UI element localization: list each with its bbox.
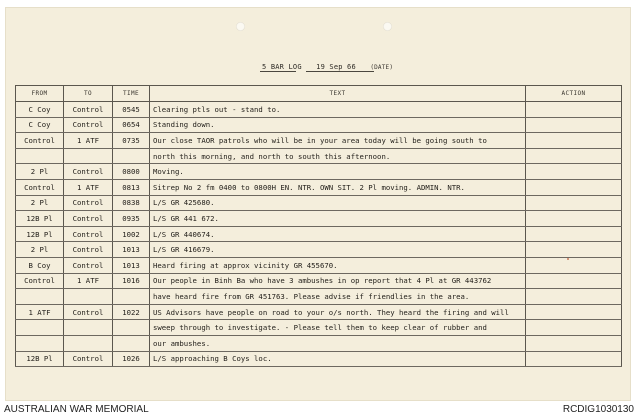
cell-to: Control [64, 226, 113, 242]
cell-from [16, 335, 64, 351]
cell-from: Control [16, 179, 64, 195]
cell-text: Sitrep No 2 fm 0400 to 0800H EN. NTR. OWN SIT. 2 Pl moving. ADMIN. NTR. [150, 179, 526, 195]
cell-text: L/S GR 425680. [150, 195, 526, 211]
cell-to [64, 335, 113, 351]
cell-action [526, 133, 622, 149]
cell-time [113, 335, 150, 351]
cell-text: US Advisors have people on road to your o/s north. They heard the firing and will [150, 304, 526, 320]
footer-credit: AUSTRALIAN WAR MEMORIAL [4, 404, 149, 415]
punch-hole [383, 22, 392, 31]
cell-to: Control [64, 102, 113, 118]
cell-time: 0935 [113, 211, 150, 227]
cell-from: 2 Pl [16, 242, 64, 258]
cell-to: Control [64, 211, 113, 227]
cell-from: C Coy [16, 102, 64, 118]
cell-from: 12B Pl [16, 226, 64, 242]
log-title: 5 BAR LOG [262, 63, 302, 71]
table-row [16, 148, 622, 164]
table-row [16, 289, 622, 305]
cell-action [526, 226, 622, 242]
cell-text: Our people in Binh Ba who have 3 ambushes in op report that 4 Pl at GR 443762 [150, 273, 526, 289]
column-header-time: TIME [113, 86, 150, 102]
cell-to: Control [64, 242, 113, 258]
log-date-label: (DATE) [370, 64, 394, 71]
cell-text: Moving. [150, 164, 526, 180]
log-date: 19 Sep 66 [316, 63, 356, 71]
table-row [16, 195, 622, 211]
cell-action [526, 164, 622, 180]
table-row [16, 117, 622, 133]
cell-from: 12B Pl [16, 351, 64, 367]
cell-text: Clearing ptls out - stand to. [150, 102, 526, 118]
table-row [16, 242, 622, 258]
cell-action [526, 195, 622, 211]
cell-to: 1 ATF [64, 133, 113, 149]
cell-text: L/S GR 440674. [150, 226, 526, 242]
cell-time: 0838 [113, 195, 150, 211]
cell-to [64, 148, 113, 164]
cell-from: C Coy [16, 117, 64, 133]
table-row [16, 133, 622, 149]
cell-to: Control [64, 164, 113, 180]
ink-mark [567, 258, 569, 260]
log-sheet [6, 8, 630, 400]
cell-from [16, 320, 64, 336]
cell-from: 2 Pl [16, 164, 64, 180]
cell-time: 0654 [113, 117, 150, 133]
cell-time: 1022 [113, 304, 150, 320]
cell-from [16, 289, 64, 305]
cell-action [526, 257, 622, 273]
table-row [16, 273, 622, 289]
cell-time [113, 148, 150, 164]
cell-from: Control [16, 273, 64, 289]
cell-action [526, 273, 622, 289]
cell-time: 1013 [113, 257, 150, 273]
cell-from: 1 ATF [16, 304, 64, 320]
cell-text: sweep through to investigate. - Please tell them to keep clear of rubber and [150, 320, 526, 336]
cell-text: Our close TAOR patrols who will be in your area today will be going south to [150, 133, 526, 149]
title-underline [260, 71, 296, 72]
cell-time: 1016 [113, 273, 150, 289]
cell-time: 0813 [113, 179, 150, 195]
cell-text: L/S GR 441 672. [150, 211, 526, 227]
cell-action [526, 102, 622, 118]
cell-from: 12B Pl [16, 211, 64, 227]
cell-to: Control [64, 351, 113, 367]
table-row [16, 320, 622, 336]
cell-to [64, 289, 113, 305]
table-row [16, 335, 622, 351]
cell-text: L/S GR 416679. [150, 242, 526, 258]
cell-to: 1 ATF [64, 179, 113, 195]
cell-time: 1026 [113, 351, 150, 367]
cell-from: Control [16, 133, 64, 149]
cell-text: Heard firing at approx vicinity GR 455670. [150, 257, 526, 273]
table-row [16, 257, 622, 273]
table-row [16, 102, 622, 118]
table-row [16, 304, 622, 320]
cell-to: Control [64, 117, 113, 133]
cell-action [526, 242, 622, 258]
cell-time: 0545 [113, 102, 150, 118]
cell-to: 1 ATF [64, 273, 113, 289]
table-row [16, 226, 622, 242]
table-row [16, 351, 622, 367]
cell-action [526, 179, 622, 195]
cell-time: 1002 [113, 226, 150, 242]
table-row [16, 164, 622, 180]
cell-action [526, 335, 622, 351]
cell-text: L/S approaching B Coys loc. [150, 351, 526, 367]
column-header-text: TEXT [150, 86, 526, 102]
cell-text: Standing down. [150, 117, 526, 133]
cell-from [16, 148, 64, 164]
cell-action [526, 320, 622, 336]
cell-text: our ambushes. [150, 335, 526, 351]
date-underline [306, 71, 374, 72]
cell-action [526, 148, 622, 164]
column-header-to: TO [64, 86, 113, 102]
cell-action [526, 211, 622, 227]
cell-action [526, 289, 622, 305]
cell-from: 2 Pl [16, 195, 64, 211]
cell-time [113, 320, 150, 336]
cell-text: north this morning, and north to south this afternoon. [150, 148, 526, 164]
radio-log-table [15, 85, 622, 367]
column-header-from: FROM [16, 86, 64, 102]
table-row [16, 211, 622, 227]
cell-action [526, 117, 622, 133]
cell-time: 0800 [113, 164, 150, 180]
cell-action [526, 304, 622, 320]
cell-to: Control [64, 195, 113, 211]
cell-action [526, 351, 622, 367]
table-row [16, 179, 622, 195]
column-header-action: ACTION [526, 86, 622, 102]
footer-id: RCDIG1030130 [562, 404, 634, 415]
cell-text: have heard fire from GR 451763. Please advise if friendlies in the area. [150, 289, 526, 305]
log-header [262, 63, 393, 71]
cell-from: B Coy [16, 257, 64, 273]
cell-to [64, 320, 113, 336]
cell-time: 0735 [113, 133, 150, 149]
cell-to: Control [64, 257, 113, 273]
cell-time: 1013 [113, 242, 150, 258]
cell-to: Control [64, 304, 113, 320]
punch-hole [236, 22, 245, 31]
table-header-row [16, 86, 622, 102]
cell-time [113, 289, 150, 305]
